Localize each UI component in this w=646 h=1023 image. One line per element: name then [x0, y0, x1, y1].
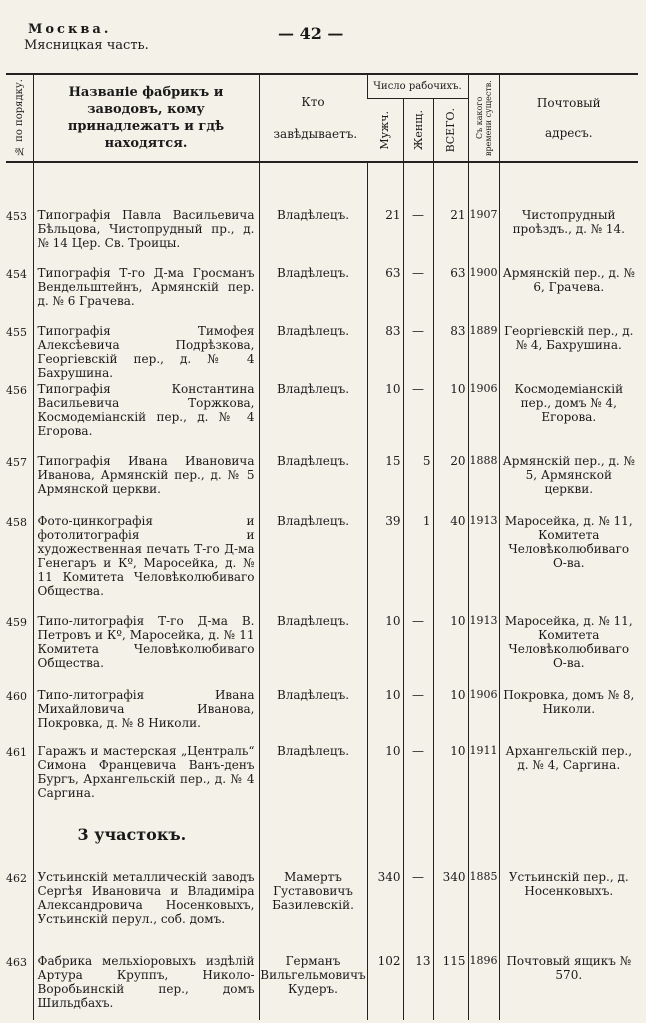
- table-row: [6, 208, 638, 266]
- table-spacer-row: [6, 858, 638, 870]
- women-count: —: [403, 208, 433, 266]
- postal-address: Армянскій пер., д. № 6, Грачева.: [499, 266, 638, 324]
- factory-name: Типо-литографія Т-го Д-ма В. Петровъ и Кº, Маросейка, д. № 11 Комитета Человѣколюбиваго Общества.: [33, 614, 259, 688]
- total-count: 21: [433, 208, 468, 266]
- year-founded: 1906: [468, 688, 499, 744]
- postal-address: Георгіевскій пер., д. № 4, Бахрушина.: [499, 324, 638, 382]
- postal-address: Маросейка, д. № 11, Комитета Человѣколюбиваго О-ва.: [499, 514, 638, 614]
- table-row: [6, 870, 638, 954]
- postal-address: Маросейка, д. № 11, Комитета Человѣколюбиваго О-ва.: [499, 614, 638, 688]
- women-count: —: [403, 324, 433, 382]
- factory-name: Типографія Тимофея Алексѣевича Подрѣзкова, Георгіевскій пер., д. № 4 Бахрушина.: [33, 324, 259, 382]
- row-number: 462: [6, 872, 27, 885]
- row-number: 453: [6, 210, 27, 223]
- table-spacer-row: [6, 162, 638, 208]
- row-number: 456: [6, 384, 27, 397]
- women-count: —: [403, 266, 433, 324]
- total-count: 115: [433, 954, 468, 1020]
- men-count: 10: [367, 382, 403, 454]
- manager: Владѣлецъ.: [259, 744, 367, 814]
- manager: Владѣлецъ.: [259, 454, 367, 514]
- factory-name: Типо-литографія Ивана Михайловича Иванова, Покровка, д. № 8 Николи.: [33, 688, 259, 744]
- manager: Владѣлецъ.: [259, 324, 367, 382]
- manager: Владѣлецъ.: [259, 382, 367, 454]
- table-row: [6, 454, 638, 514]
- men-count: 83: [367, 324, 403, 382]
- year-founded: 1896: [468, 954, 499, 1020]
- factory-name: Типографія Т-го Д-ма Гросманъ Вендельштейнъ, Армянскій пер. д. № 6 Грачева.: [33, 266, 259, 324]
- year-founded: 1911: [468, 744, 499, 814]
- row-number: 454: [6, 268, 27, 281]
- total-count: 63: [433, 266, 468, 324]
- women-count: 5: [403, 454, 433, 514]
- city-heading: Москва.: [28, 22, 112, 37]
- table-row: [6, 324, 638, 382]
- women-count: —: [403, 688, 433, 744]
- district-subheading: Мясницкая часть.: [24, 38, 149, 53]
- men-count: 15: [367, 454, 403, 514]
- table-row: [6, 382, 638, 454]
- total-count: 20: [433, 454, 468, 514]
- men-count: 10: [367, 614, 403, 688]
- factory-name: Фото-цинкографія и фотолитографія и художественная печать Т-го Д-ма Генегаръ и Кº, Маросейка, д. № 11 Комитета Человѣколюбиваго Общества.: [33, 514, 259, 614]
- manager: Владѣлецъ.: [259, 266, 367, 324]
- col-header-total: ВСЕГО.: [433, 99, 468, 162]
- table-row: [6, 688, 638, 744]
- factory-name: Типографія Ивана Ивановича Иванова, Армянскій пер., д. № 5 Армянской церкви.: [33, 454, 259, 514]
- postal-address: Почтовый ящикъ № 570.: [499, 954, 638, 1020]
- table-row: [6, 514, 638, 614]
- women-count: 13: [403, 954, 433, 1020]
- total-count: 340: [433, 870, 468, 954]
- row-number: 460: [6, 690, 27, 703]
- men-count: 10: [367, 688, 403, 744]
- total-count: 10: [433, 614, 468, 688]
- col-header-manager: Кто завѣдываетъ.: [259, 74, 367, 162]
- total-count: 83: [433, 324, 468, 382]
- factory-name: Фабрика мельхіоровыхъ издѣлій Артура Круппъ, Николо-Воробьинскій пер., домъ Шильдбахъ.: [33, 954, 259, 1020]
- manager: Владѣлецъ.: [259, 614, 367, 688]
- postal-address: Архангельскій пер., д. № 4, Саргина.: [499, 744, 638, 814]
- manager: Мамертъ Густавовичъ Базилевскій.: [259, 870, 367, 954]
- col-header-name: Названіе фабрикъ и заводовъ, кому принадлежатъ и гдѣ находятся.: [33, 74, 259, 162]
- women-count: —: [403, 382, 433, 454]
- row-number: 455: [6, 326, 27, 339]
- postal-address: Космодеміанскій пер., домъ № 4, Егорова.: [499, 382, 638, 454]
- postal-address: Армянскій пер., д. № 5, Армянской церкви.: [499, 454, 638, 514]
- postal-address: Покровка, домъ № 8, Николи.: [499, 688, 638, 744]
- total-count: 10: [433, 744, 468, 814]
- year-founded: 1889: [468, 324, 499, 382]
- men-count: 102: [367, 954, 403, 1020]
- row-number: 461: [6, 746, 27, 759]
- factory-name: Типографія Константина Васильевича Торжкова, Космодеміанскій пер., д. № 4 Егорова.: [33, 382, 259, 454]
- col-header-address: Почтовый адресъ.: [499, 74, 638, 162]
- factory-name: Гаражъ и мастерская „Централь“ Симона Францевича Ванъ-денъ Бургъ, Архангельскій пер., д. № 4 Саргина.: [33, 744, 259, 814]
- table-row: [6, 954, 638, 1020]
- page-number: — 42 —: [278, 24, 344, 43]
- table-row: [6, 614, 638, 688]
- col-header-no: № по порядку.: [6, 74, 33, 162]
- men-count: 21: [367, 208, 403, 266]
- section-row: [6, 814, 638, 858]
- women-count: 1: [403, 514, 433, 614]
- manager: Владѣлецъ.: [259, 208, 367, 266]
- men-count: 10: [367, 744, 403, 814]
- men-count: 63: [367, 266, 403, 324]
- men-count: 340: [367, 870, 403, 954]
- table-row: [6, 744, 638, 814]
- row-number: 463: [6, 956, 27, 969]
- factory-name: Устьинскій металлическій заводъ Сергѣя Ивановича и Владиміра Александровича Носенковыхъ, Устьинскій перул., соб. домъ.: [33, 870, 259, 954]
- year-founded: 1900: [468, 266, 499, 324]
- total-count: 40: [433, 514, 468, 614]
- women-count: —: [403, 870, 433, 954]
- manager: Владѣлецъ.: [259, 514, 367, 614]
- col-header-men: Мужч.: [367, 99, 403, 162]
- row-number: 457: [6, 456, 27, 469]
- total-count: 10: [433, 382, 468, 454]
- manager: Владѣлецъ.: [259, 688, 367, 744]
- year-founded: 1913: [468, 514, 499, 614]
- factory-name: Типографія Павла Васильевича Бѣльцова, Чистопрудный пр., д. № 14 Цер. Св. Троицы.: [33, 208, 259, 266]
- postal-address: Устьинскій пер., д. Носенковыхъ.: [499, 870, 638, 954]
- col-header-workers: Число рабочихъ.: [367, 74, 468, 99]
- women-count: —: [403, 744, 433, 814]
- col-header-women: Женщ.: [403, 99, 433, 162]
- men-count: 39: [367, 514, 403, 614]
- total-count: 10: [433, 688, 468, 744]
- year-founded: 1885: [468, 870, 499, 954]
- year-founded: 1906: [468, 382, 499, 454]
- manager: Германъ Вильгельмовичъ Кудеръ.: [259, 954, 367, 1020]
- year-founded: 1888: [468, 454, 499, 514]
- year-founded: 1907: [468, 208, 499, 266]
- year-founded: 1913: [468, 614, 499, 688]
- section-heading: 3 участокъ.: [33, 814, 259, 858]
- row-number: 458: [6, 516, 27, 529]
- row-number: 459: [6, 616, 27, 629]
- factories-table: [6, 73, 638, 1020]
- col-header-year: Съ какого времени существ.: [468, 74, 499, 162]
- table-row: [6, 266, 638, 324]
- women-count: —: [403, 614, 433, 688]
- postal-address: Чистопрудный проѣздъ., д. № 14.: [499, 208, 638, 266]
